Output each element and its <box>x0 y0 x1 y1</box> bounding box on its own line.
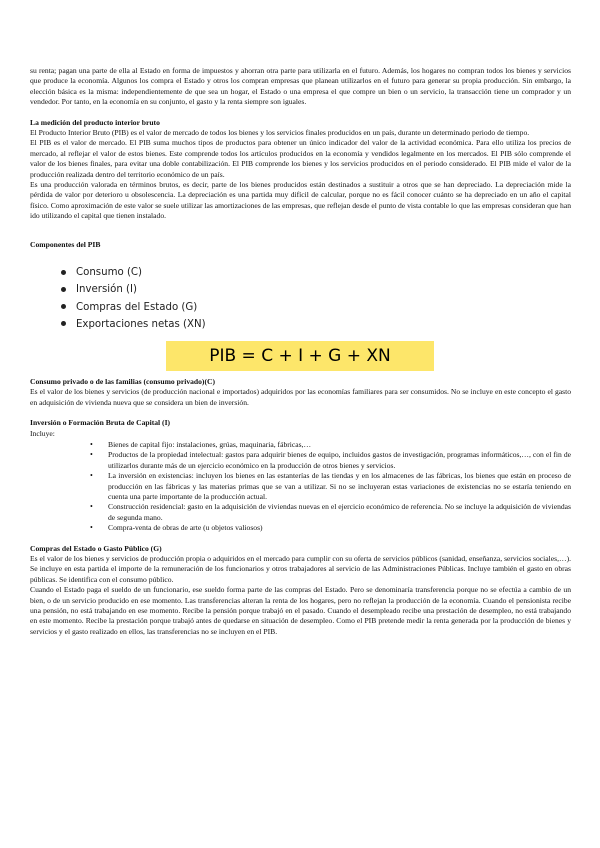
list-item <box>61 316 571 333</box>
component-label: Inversión (I) <box>76 284 137 296</box>
pib-formula: PIB = C + I + G + XN <box>166 341 434 371</box>
compras-paragraph-2: Cuando el Estado paga el sueldo de un funcionario, ese sueldo forma parte de las compras del Estado. Pero se denominaría transferencia porque no se efectúa a cambio de un bien, o de un servicio producido en ese momento. Las transferencias alteran la renta de los hogares, pero no reflejan la producción de la economía. Cuando el pensionista recibe una pensión, no está trabajando en ese momento. Recibe la pensión porque trabajó en el pasado. Cuando el desempleado recibe una prestación de desempleo, no está trabajando en este momento. Recibe la prestación porque trabajó antes de quedarse en situación de desempleo. Como el PIB pretende medir la renta generada por la producción de bienes y servicios y el gasto realizado en ellos, las transferencias no se incluyen en el PIB. <box>30 585 571 636</box>
medicion-paragraph-3: Es una producción valorada en términos brutos, es decir, parte de los bienes producidos están destinados a sustituir a otros que se han depreciado. La depreciación mide la pérdida de valor por deterioro u obsolescencia. La depreciación es una partida muy difícil de calcular, porque no es fácil conocer cuánto se ha depreciado en un año el capital físico. Como aproximación de este valor se suele utilizar las amortizaciones de las empresas, que reflejan desde el punto de vista contable lo que las empresas consideran que han ido utilizando el capital que tienen instalado. <box>30 180 571 221</box>
section-title-componentes: Componentes del PIB <box>30 239 101 249</box>
medicion-paragraph-1: El Producto Interior Bruto (PIB) es el valor de mercado de todos los bienes y los servicios finales producidos en un país, durante un determinado periodo de tiempo. <box>30 128 530 138</box>
bullet-icon <box>61 287 66 292</box>
list-item: • Construcción residencial: gasto en la adquisición de viviendas nuevas en el ejercicio económico de referencia. No se incluye la adquisición de viviendas de segunda mano. <box>90 502 571 523</box>
section-title-compras: Compras del Estado o Gasto Público (G) <box>30 543 162 553</box>
list-item: • La inversión en existencias: incluyen los bienes en las estanterías de las tiendas y en los almacenes de las fábricas, los bienes que están en proceso de producción en las fábricas y las materias primas que se van a utilizar. Si no se incluyeran estas variaciones de existencias no se estaría teniendo en cuenta una parte importante de la producción actual. <box>90 471 571 502</box>
list-item: • Bienes de capital fijo: instalaciones, grúas, maquinaria, fábricas,… <box>90 440 571 450</box>
section-title-inversion: Inversión o Formación Bruta de Capital (I) <box>30 418 171 428</box>
list-item <box>61 281 571 298</box>
list-item <box>61 299 571 316</box>
section-title-medicion: La medición del producto interior bruto <box>30 117 160 127</box>
medicion-paragraph-2: El PIB es el valor de mercado. El PIB suma muchos tipos de productos para obtener un único indicador del valor de la actividad económica. Para ello utiliza los precios de mercado, al reflejar el valor de estos bienes. Este comprende todos los artículos producidos en la economía y vendidos legalmente en los mercados. El PIB sólo comprende el valor de los bienes finales, para evitar una doble contabilización. El PIB comprende los bienes y los servicios producidos en el periodo considerado. El PIB mide el valor de la producción realizada dentro del territorio económico de un país. <box>30 138 571 179</box>
consumo-paragraph: Es el valor de los bienes y servicios (de producción nacional e importados) adquiridos por las economías familiares para ser consumidos. No se incluye en este concepto el gasto en adquisición de vivienda nueva que se considera un bien de inversión. <box>30 387 571 407</box>
intro-paragraph: su renta; pagan una parte de ella al Estado en forma de impuestos y ahorran otra parte para utilizarla en el futuro. Además, los hogares no compran todos los bienes y servicios que produce la economía. Algunos los compra el Estado y otros los compran empresas que planean utilizarlos en el futuro para generar su propia producción. Sin embargo, la elección básica es la misma: independientemente de que sea un hogar, el Estado o una empresa el que compre un bien o un servicio, la transacción tiene un comprador y un vendedor. Por tanto, en la economía en su conjunto, el gasto y la renta siempre son iguales. <box>30 66 571 107</box>
component-label: Consumo (C) <box>76 267 143 279</box>
bullet-icon <box>61 270 66 275</box>
component-label: Exportaciones netas (XN) <box>76 318 206 330</box>
inversion-list <box>90 440 571 534</box>
list-item <box>61 264 571 281</box>
component-label: Compras del Estado (G) <box>76 301 198 313</box>
inversion-lead: Incluye: <box>30 428 55 438</box>
section-title-consumo: Consumo privado o de las familias (consumo privado)(C) <box>30 376 216 386</box>
list-item: • Compra-venta de obras de arte (u objetos valiosos) <box>90 523 571 533</box>
compras-paragraph-1: Es el valor de los bienes y servicios de producción propia o adquiridos en el mercado para cumplir con su oferta de servicios públicos (sanidad, enseñanza, servicios sociales,…). Se incluye en esta partida el importe de la remuneración de los funcionarios y otros trabajadores al servicio de las Administraciones Públicas. Incluye también el gasto en obras públicas. Se identifica con el consumo público. <box>30 554 571 584</box>
list-item: • Productos de la propiedad intelectual: gastos para adquirir bienes de equipo, incluidos gastos de investigación, programas informáticos,…, con el fin de utilizarlos durante más de un ejercicio económico en la producción de otros bienes y servicios. <box>90 450 571 471</box>
bullet-icon <box>61 321 66 326</box>
components-list <box>61 264 571 333</box>
bullet-icon <box>61 304 66 309</box>
document-page <box>30 66 571 637</box>
